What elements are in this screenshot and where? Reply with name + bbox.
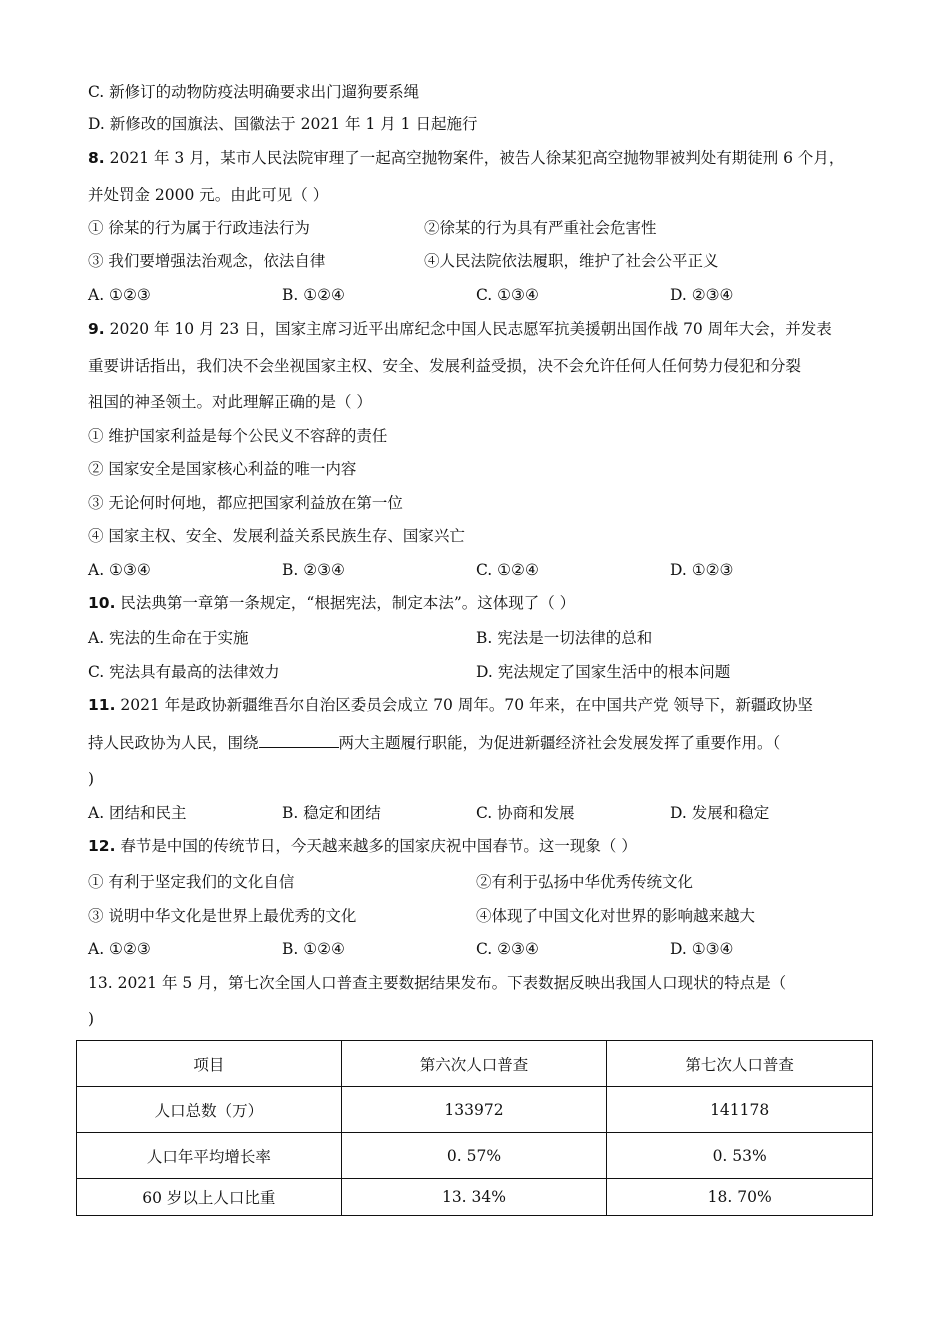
q9-option-d: D. ①②③ (670, 561, 734, 579)
table-cell: 人口总数（万） (77, 1087, 342, 1133)
table-cell: 141178 (607, 1087, 873, 1133)
q12-number: 12. (88, 837, 116, 855)
q10-option-c: C. 宪法具有最高的法律效力 (88, 663, 280, 681)
q12-statement-4: ④体现了中国文化对世界的影响越来越大 (476, 907, 756, 925)
q9-statement-1: ① 维护国家利益是每个公民义不容辞的责任 (88, 427, 388, 445)
q10-option-d: D. 宪法规定了国家生活中的根本问题 (476, 663, 731, 681)
q12-stem-line1 (88, 836, 637, 856)
q11-stem-text: 2021 年是政协新疆维吾尔自治区委员会成立 70 周年。70 年来，在中国共产党 领导下，新疆政协坚 (115, 696, 813, 714)
table-header-cell: 第六次人口普查 (341, 1041, 607, 1087)
q12-statement-3: ③ 说明中华文化是世界上最优秀的文化 (88, 907, 357, 925)
q8-stem-line2: 并处罚金 2000 元。由此可见（ ） (88, 186, 329, 204)
q8-statement-1: ① 徐某的行为属于行政违法行为 (88, 219, 310, 237)
q13-stem-line2: ) (88, 1010, 95, 1028)
q8-option-a: A. ①②③ (88, 286, 151, 304)
q11-option-c: C. 协商和发展 (476, 804, 575, 822)
table-cell: 18. 70% (607, 1179, 873, 1216)
table-row (77, 1087, 873, 1133)
q11-stem-line2 (88, 733, 780, 753)
q9-option-b: B. ②③④ (282, 561, 345, 579)
q8-stem-line1 (88, 148, 844, 168)
q11-stem-text-a: 持人民政协为人民，围绕 (88, 734, 259, 752)
q8-statement-3: ③ 我们要增强法治观念，依法自律 (88, 252, 326, 270)
q10-stem-line1 (88, 593, 575, 613)
q9-stem-line2: 重要讲话指出，我们决不会坐视国家主权、安全、发展利益受损，决不会允许任何人任何势力侵犯和分裂 (88, 357, 802, 375)
table-cell: 0. 53% (607, 1133, 873, 1179)
q9-statement-3: ③ 无论何时何地，都应把国家利益放在第一位 (88, 494, 403, 512)
q8-stem-text: 2021 年 3 月，某市人民法院审理了一起高空抛物案件，被告人徐某犯高空抛物罪被判处有期徒刑 6 个月， (104, 149, 845, 167)
q11-number: 11. (88, 696, 116, 714)
table-cell: 60 岁以上人口比重 (77, 1179, 342, 1216)
q9-option-a: A. ①③④ (88, 561, 151, 579)
table-cell: 0. 57% (341, 1133, 607, 1179)
q8-statement-2: ②徐某的行为具有严重社会危害性 (424, 219, 657, 237)
q7-option-c: C. 新修订的动物防疫法明确要求出门遛狗要系绳 (88, 83, 420, 101)
q9-statement-4: ④ 国家主权、安全、发展利益关系民族生存、国家兴亡 (88, 527, 465, 545)
q11-stem-text-b: 两大主题履行职能，为促进新疆经济社会发展发挥了重要作用。（ (338, 734, 781, 752)
q10-option-a: A. 宪法的生命在于实施 (88, 629, 249, 647)
census-table (76, 1040, 873, 1216)
q8-statement-4: ④人民法院依法履职，维护了社会公平正义 (424, 252, 719, 270)
table-cell: 13. 34% (341, 1179, 607, 1216)
q12-statement-1: ① 有利于坚定我们的文化自信 (88, 873, 295, 891)
q12-option-d: D. ①③④ (670, 940, 734, 958)
q9-number: 9. (88, 320, 105, 338)
q11-stem-line1 (88, 695, 813, 715)
q12-option-c: C. ②③④ (476, 940, 539, 958)
table-header-cell: 第七次人口普查 (607, 1041, 873, 1087)
table-cell: 133972 (341, 1087, 607, 1133)
q12-stem-text: 春节是中国的传统节日，今天越来越多的国家庆祝中国春节。这一现象（ ） (115, 837, 637, 855)
q11-stem-line3: ) (88, 770, 95, 788)
q12-option-b: B. ①②④ (282, 940, 345, 958)
q7-option-d: D. 新修改的国旗法、国徽法于 2021 年 1 月 1 日起施行 (88, 115, 478, 133)
q8-option-b: B. ①②④ (282, 286, 345, 304)
table-header-row (77, 1041, 873, 1087)
q8-option-d: D. ②③④ (670, 286, 734, 304)
table-row (77, 1133, 873, 1179)
q9-option-c: C. ①②④ (476, 561, 539, 579)
q10-option-b: B. 宪法是一切法律的总和 (476, 629, 653, 647)
q9-stem-line3: 祖国的神圣领土。对此理解正确的是（ ） (88, 393, 372, 411)
q10-stem-text: 民法典第一章第一条规定，“根据宪法，制定本法”。这体现了（ ） (115, 594, 576, 612)
q8-number: 8. (88, 149, 105, 167)
q11-option-b: B. 稳定和团结 (282, 804, 381, 822)
q9-stem-text: 2020 年 10 月 23 日，国家主席习近平出席纪念中国人民志愿军抗美援朝出国作战 70 周年大会，并发表 (104, 320, 832, 338)
q11-option-d: D. 发展和稳定 (670, 804, 770, 822)
q8-option-c: C. ①③④ (476, 286, 539, 304)
table-cell: 人口年平均增长率 (77, 1133, 342, 1179)
table-row (77, 1179, 873, 1216)
q12-option-a: A. ①②③ (88, 940, 151, 958)
q10-number: 10. (88, 594, 116, 612)
table-header-cell: 项目 (77, 1041, 342, 1087)
q12-statement-2: ②有利于弘扬中华优秀传统文化 (476, 873, 694, 891)
q11-answer-blank (259, 733, 339, 748)
q11-option-a: A. 团结和民主 (88, 804, 187, 822)
q9-statement-2: ② 国家安全是国家核心利益的唯一内容 (88, 460, 357, 478)
q9-stem-line1 (88, 319, 832, 339)
q13-stem-line1: 13. 2021 年 5 月，第七次全国人口普查主要数据结果发布。下表数据反映出我国人口现状的特点是（ (88, 974, 787, 992)
